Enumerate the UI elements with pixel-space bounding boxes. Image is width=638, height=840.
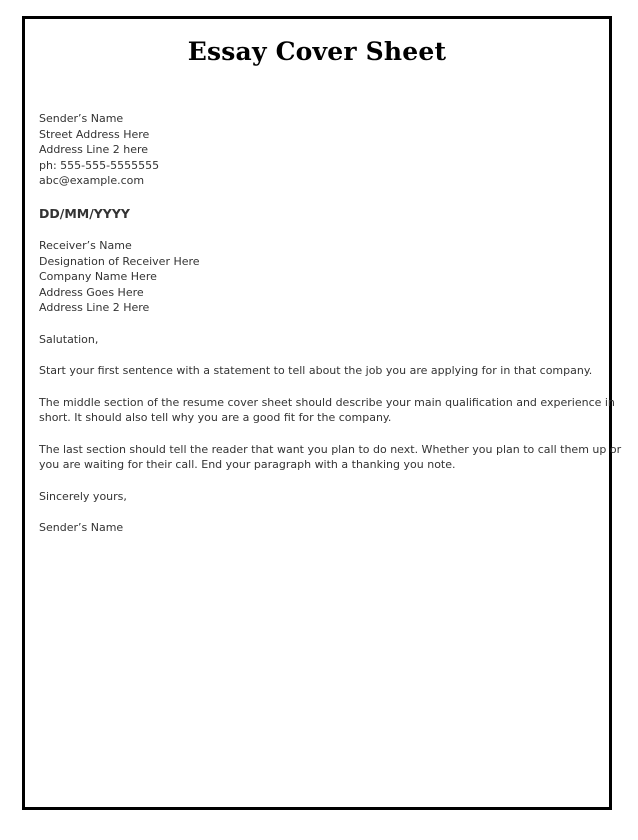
middle-paragraph-line-2: short. It should also tell why you are a good fit for the company. xyxy=(39,411,392,424)
last-paragraph-line-1: The last section should tell the reader that want you plan to do next. Whether you plan to call them up or xyxy=(39,442,622,456)
letter-date: DD/MM/YYYY xyxy=(39,205,130,221)
closing: Sincerely yours, xyxy=(39,489,127,503)
salutation: Salutation, xyxy=(39,332,99,346)
sender-address-line-2: Address Line 2 here xyxy=(39,143,149,156)
last-paragraph-line-2: you are waiting for their call. End your paragraph with a thanking you note. xyxy=(39,458,456,471)
letter-body xyxy=(39,111,622,536)
first-paragraph: Start your first sentence with a statement to tell about the job you are applying for in that company. xyxy=(39,364,593,377)
receiver-address-line-2: Address Line 2 Here xyxy=(39,301,150,314)
cover-sheet-page xyxy=(22,16,622,810)
receiver-company: Company Name Here xyxy=(39,270,157,283)
receiver-name: Receiver’s Name xyxy=(39,239,132,252)
receiver-designation: Designation of Receiver Here xyxy=(39,254,200,268)
last-paragraph xyxy=(39,442,622,473)
receiver-address-block xyxy=(39,238,599,316)
sender-address-block xyxy=(39,111,599,189)
sender-phone: ph: 555-555-5555555 xyxy=(39,158,160,172)
middle-paragraph xyxy=(39,395,615,426)
page-title: Essay Cover Sheet xyxy=(187,37,447,66)
receiver-address-line-1: Address Goes Here xyxy=(39,285,144,299)
signature-name: Sender’s Name xyxy=(39,521,124,534)
sender-name: Sender’s Name xyxy=(39,112,124,125)
sender-street: Street Address Here xyxy=(39,127,150,141)
sender-email: abc@example.com xyxy=(39,174,145,187)
middle-paragraph-line-1: The middle section of the resume cover sheet should describe your main qualification and experience in xyxy=(39,395,615,409)
